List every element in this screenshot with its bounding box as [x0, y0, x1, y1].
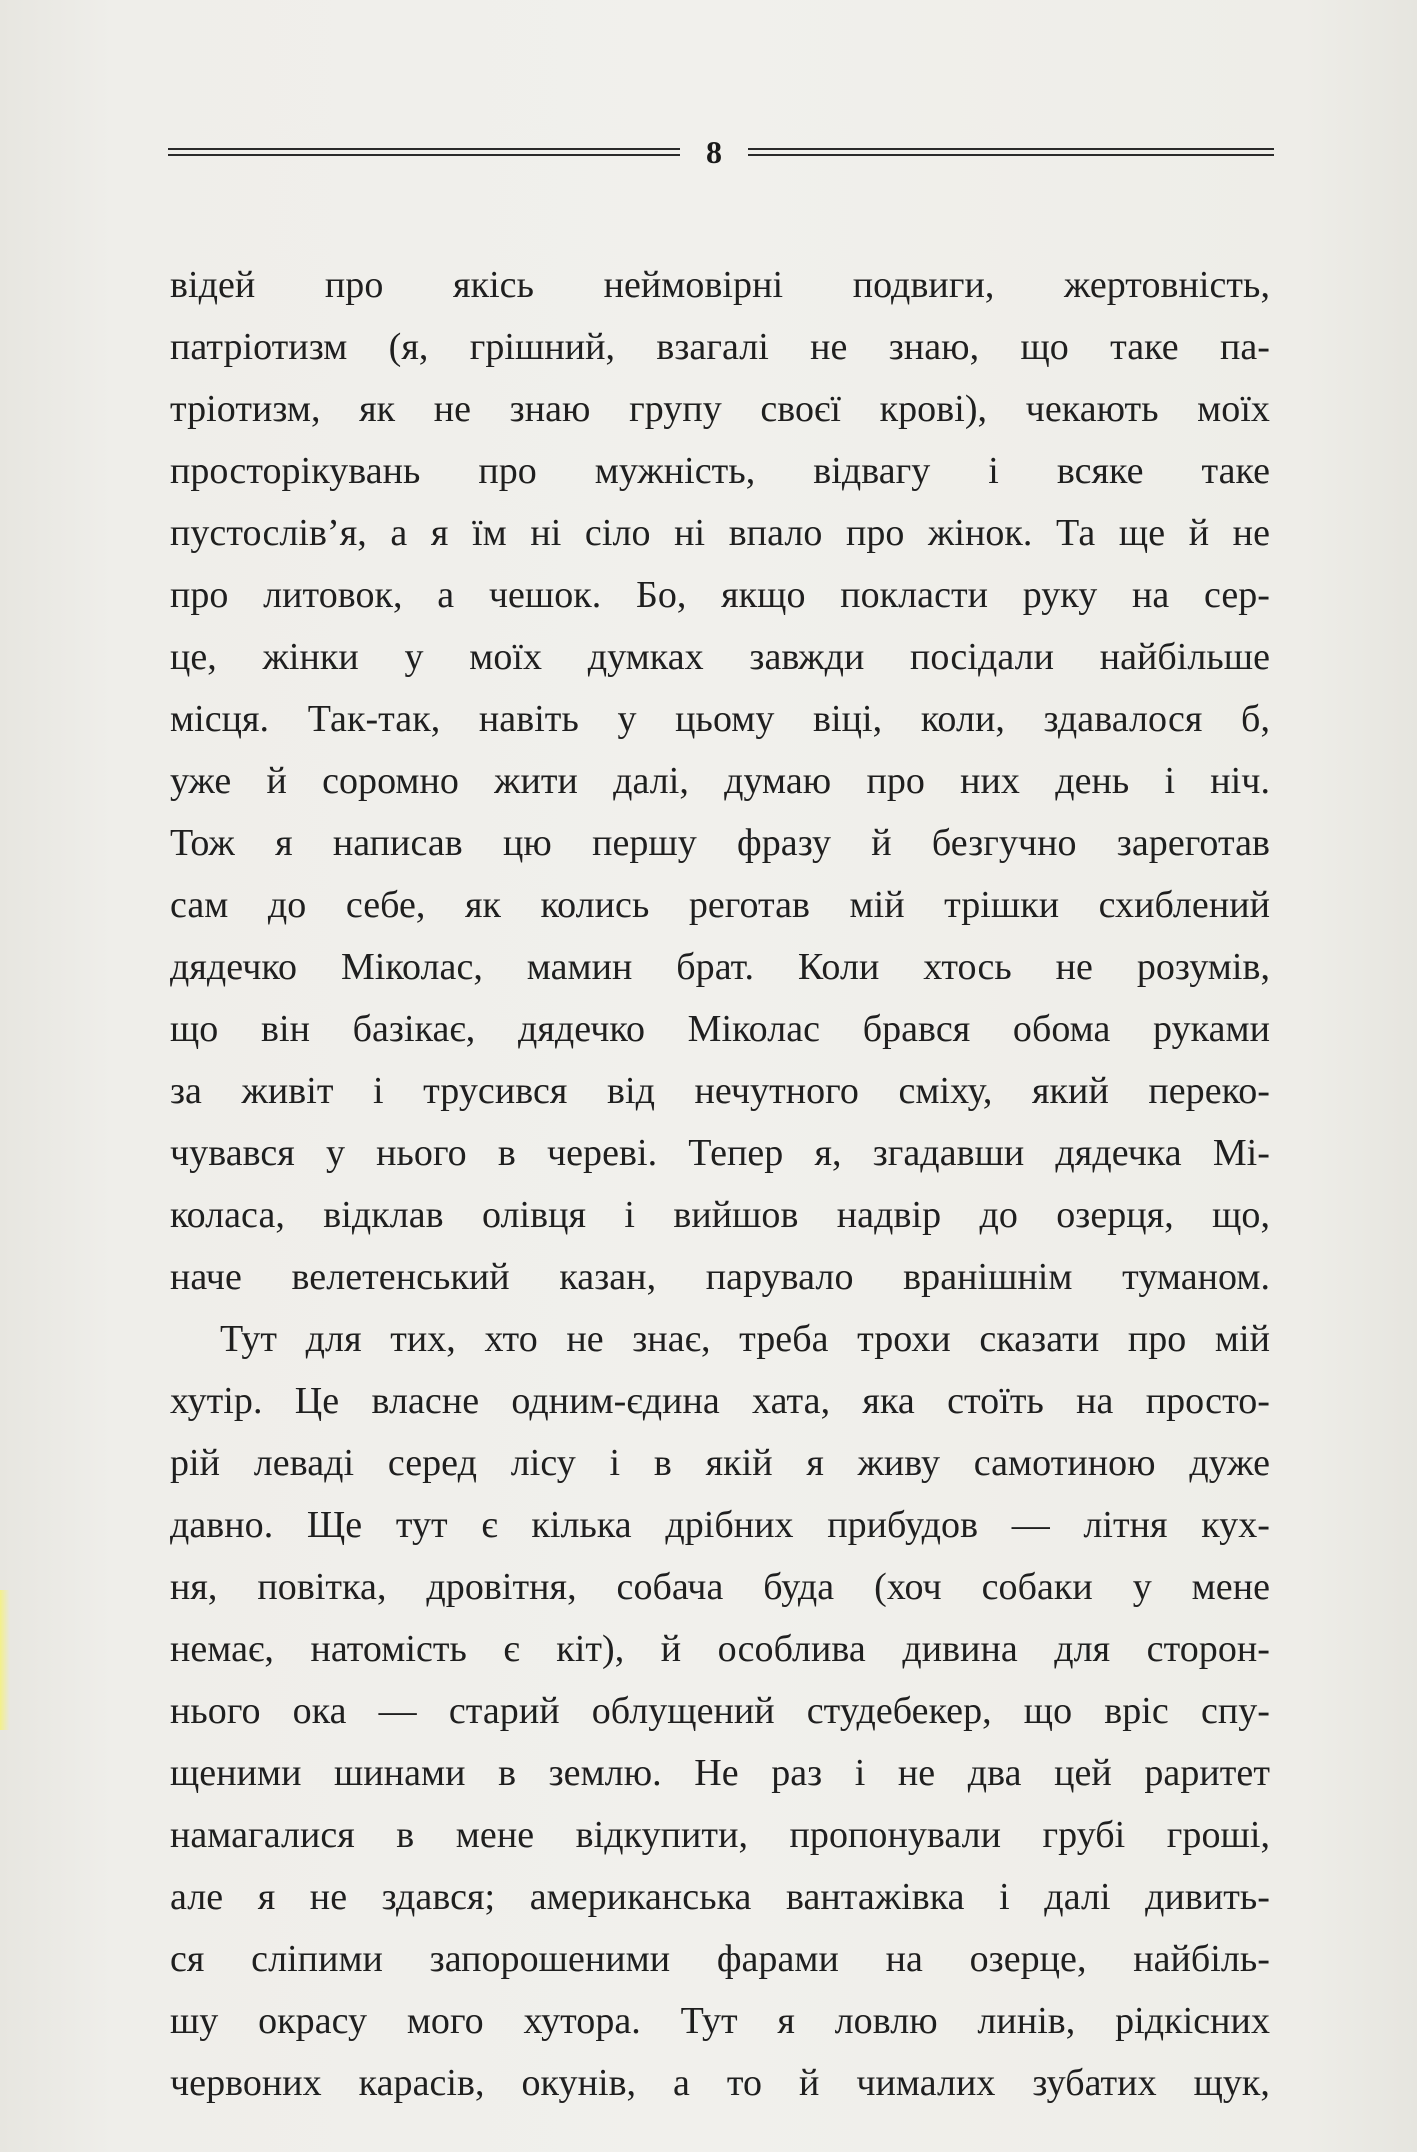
text-line: чувався у нього в череві. Тепер я, згадавши дядечка Мі- — [170, 1132, 1270, 1174]
text-line: щеними шинами в землю. Не раз і не два цей раритет — [170, 1752, 1270, 1794]
text-line: сам до себе, як колись реготав мій трішки схиблений — [170, 884, 1270, 926]
text-line: про литовок, а чешок. Бо, якщо покласти руку на сер- — [170, 574, 1270, 616]
text-line: коласа, відклав олівця і вийшов надвір до озерця, що, — [170, 1194, 1270, 1236]
page-header — [168, 132, 1274, 172]
text-line: наче велетенський казан, парувало вранішнім туманом. — [170, 1256, 1270, 1298]
text-line: це, жінки у моїх думках завжди посідали найбільше — [170, 636, 1270, 678]
body-text — [170, 254, 1270, 2114]
text-line: пустослів’я, а я їм ні сіло ні впало про жінок. Та ще й не — [170, 512, 1270, 554]
text-line: Тож я написав цю першу фразу й безгучно зареготав — [170, 822, 1270, 864]
text-line: ся сліпими запорошеними фарами на озерце, найбіль- — [170, 1938, 1270, 1980]
page-edge-highlight — [0, 1590, 10, 1730]
text-line: що він базікає, дядечко Міколас брався обома руками — [170, 1008, 1270, 1050]
text-line: намагалися в мене відкупити, пропонували грубі гроші, — [170, 1814, 1270, 1856]
text-line: місця. Так-так, навіть у цьому віці, коли, здавалося б, — [170, 698, 1270, 740]
text-line: нього ока — старий облущений студебекер, що вріс спу- — [170, 1690, 1270, 1732]
text-line: тріотизм, як не знаю групу своєї крові), чекають моїх — [170, 388, 1270, 430]
text-line: немає, натомість є кіт), й особлива дивина для сторон- — [170, 1628, 1270, 1670]
text-line: давно. Ще тут є кілька дрібних прибудов — літня кух- — [170, 1504, 1270, 1546]
page-number: 8 — [706, 134, 722, 170]
text-line: хутір. Це власне одним-єдина хата, яка стоїть на просто- — [170, 1380, 1270, 1422]
text-line: просторікувань про мужність, відвагу і всяке таке — [170, 450, 1270, 492]
text-line: червоних карасів, окунів, а то й чималих зубатих щук, — [170, 2062, 1270, 2104]
text-line: за живіт і трусився від нечутного сміху, який переко- — [170, 1070, 1270, 1112]
text-line: рій леваді серед лісу і в якій я живу самотиною дуже — [170, 1442, 1270, 1484]
text-line: патріотизм (я, грішний, взагалі не знаю, що таке па- — [170, 326, 1270, 368]
text-line: ня, повітка, дровітня, собача буда (хоч собаки у мене — [170, 1566, 1270, 1608]
text-line: шу окрасу мого хутора. Тут я ловлю линів, рідкісних — [170, 2000, 1270, 2042]
text-line: відей про якісь неймовірні подвиги, жертовність, — [170, 264, 1270, 306]
text-line: але я не здався; американська вантажівка і далі дивить- — [170, 1876, 1270, 1918]
text-line: дядечко Міколас, мамин брат. Коли хтось не розумів, — [170, 946, 1270, 988]
header-rule-right — [748, 148, 1274, 156]
header-rule-left — [168, 148, 680, 156]
text-line: уже й соромно жити далі, думаю про них день і ніч. — [170, 760, 1270, 802]
paragraph-first-line: Тут для тих, хто не знає, треба трохи сказати про мій — [220, 1318, 1270, 1360]
